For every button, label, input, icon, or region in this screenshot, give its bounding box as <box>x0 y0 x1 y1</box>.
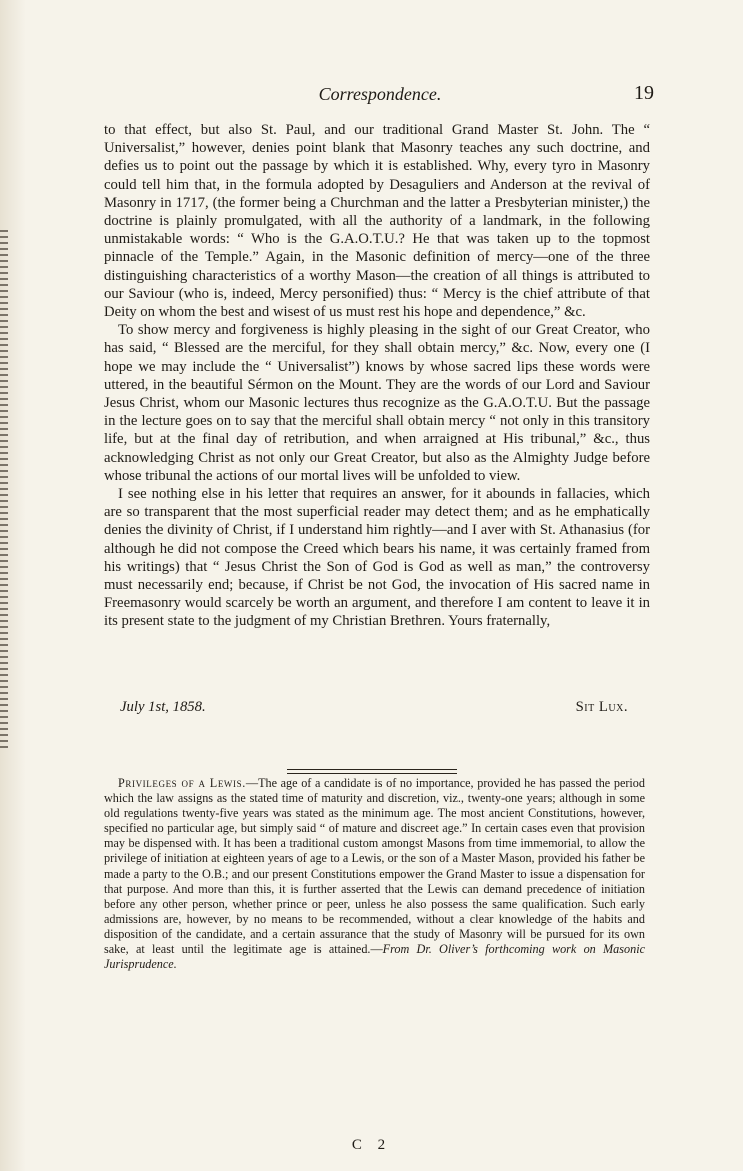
signature-mark: C 2 <box>351 1137 392 1153</box>
letter-author: Sit Lux. <box>575 699 628 715</box>
note-body: —The age of a candidate is of no importance, provided he has passed the period which the law assigns as the stated time of maturity and discretion, viz., twenty-one years; although in some old regulations twenty-five years was stated as the minimum age. The most ancient Constitutions, however, specified no particular age, but simply said “ of mature and discreet age.” In certain cases even that provision may be dispensed with. It has been a traditional custom amongst Masons from time immemorial, to allow the privilege of initiation at eighteen years of age to a Lewis, or the son of a Master Mason, provided his father be made a party to the O.B.; and our present Constitutions empower the Grand Master to issue a dispensation for that purpose. And more than this, it is further asserted that the Lewis can demand precedence of initiation before any other person, whether prince or peer, unless he also possess the same qualification. Such early admissions are, however, by no means to be recommended, without a clear knowledge of the habits and disposition of the candidate, and a certain assurance that the study of Masonry will be pursued for its own sake, at least until the legitimate age is attained.— <box>104 776 645 957</box>
page-number: 19 <box>634 82 654 104</box>
letter-date: July 1st, 1858. <box>120 699 206 715</box>
page-header <box>104 84 656 108</box>
running-head: Correspondence. <box>318 84 442 104</box>
letter-body <box>104 121 650 631</box>
editorial-note <box>104 776 645 972</box>
gutter-mark <box>0 230 8 750</box>
letter-paragraph: I see nothing else in his letter that requires an answer, for it abounds in fallacies, which are so transparent that the most superficial reader may detect them; and as he emphatically denies the divinity of Christ, if I understand him rightly—and I aver with St. Athanasius (for although he did not compose the Creed which bears his name, it was certainly framed from his writings) that “ Jesus Christ the Son of God is God as well as man,” the controversy must necessarily end; because, if Christ be not God, the invocation of His sacred name in Freemasonry would scarcely be worth an argument, and therefore I am content to leave it in its present state to the judgment of my Christian Brethren. Yours fraternally, <box>104 486 650 630</box>
section-divider <box>287 769 457 774</box>
letter-paragraph: To show mercy and forgiveness is highly pleasing in the sight of our Great Creator, who has said, “ Blessed are the merciful, for they shall obtain mercy,” &c. Now, every one (I hope we may include the “ Universalist”) knows by whose sacred lips these words were uttered, in the beautiful Sérmon on the Mount. They are the words of our Lord and Saviour Jesus Christ, whom our Masonic lectures thus recognize as the G.A.O.T.U. But the passage in the lecture goes on to say that the merciful shall obtain mercy “ not only in this transitory life, but at the final day of retribution, and when arraigned at His tribunal,” &c., thus acknowledging Christ as not only our Great Creator, but also as the Almighty Judge before whose tribunal the actions of our mortal lives will be unfolded to view. <box>104 322 650 484</box>
letter-signoff <box>120 699 628 719</box>
note-citation: From Dr. Oliver’s forthcoming work on Masonic Jurisprudence. <box>104 942 645 972</box>
letter-paragraph: to that effect, but also St. Paul, and our traditional Grand Master St. John. The “ Universalist,” however, denies point blank that Masonry teaches any such doctrine, and defies us to point out the passage by which it is established. Why, every tyro in Masonry could tell him that, in the formula adopted by Desaguliers and Anderson at the revival of Masonry in 1717, (the former being a Churchman and the latter a Presbyterian minister,) the doctrine is plainly promulgated, with all the authority of a landmark, in the following unmistakable words: “ Who is the G.A.O.T.U.? He that was taken up to the topmost pinnacle of the Temple.” Again, in the Masonic definition of mercy—one of the three distinguishing characteristics of a worthy Mason—the creation of all things is attributed to our Saviour (who is, indeed, Mercy personified) thus: “ Mercy is the chief attribute of that Deity on whom the best and wisest of us must rest his hope and dependence,” &c. <box>104 122 650 321</box>
note-heading: Privileges of a Lewis. <box>118 776 246 790</box>
